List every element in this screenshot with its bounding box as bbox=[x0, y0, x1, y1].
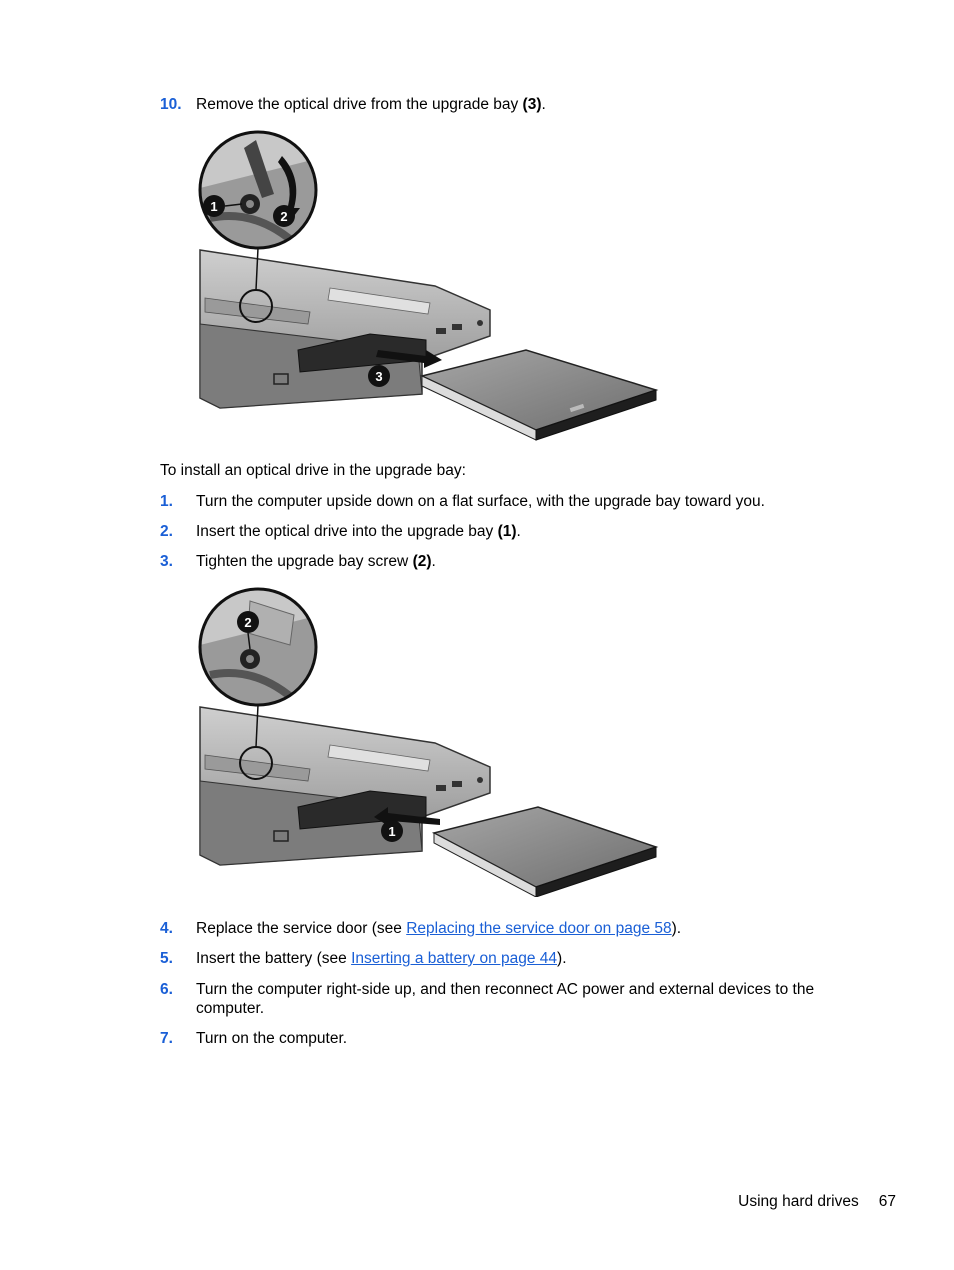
step-text: Turn the computer right-side up, and then reconnect AC power and external devices to the computer. bbox=[196, 981, 815, 1017]
figure-remove-optical-drive bbox=[190, 128, 665, 446]
footer-section-title: Using hard drives bbox=[738, 1193, 859, 1210]
step-number: 10. bbox=[160, 96, 182, 113]
page-number: 67 bbox=[878, 1193, 896, 1210]
step-text: Insert the battery (see Inserting a battery on page 44). bbox=[196, 950, 567, 967]
replacing-service-door-link[interactable]: Replacing the service door on page 58 bbox=[406, 920, 672, 937]
callout-3: 3 bbox=[375, 369, 383, 384]
step-number: 6. bbox=[160, 981, 173, 998]
step-number: 7. bbox=[160, 1030, 173, 1047]
step-number: 3. bbox=[160, 553, 173, 570]
step-text: Insert the optical drive into the upgrade bay (1). bbox=[196, 523, 521, 540]
install-intro: To install an optical drive in the upgrade bay: bbox=[160, 462, 466, 479]
figure-insert-optical-drive bbox=[190, 585, 665, 897]
step-number: 5. bbox=[160, 950, 173, 967]
inserting-battery-link[interactable]: Inserting a battery on page 44 bbox=[351, 950, 558, 967]
callout-2: 2 bbox=[280, 209, 288, 224]
step-number: 1. bbox=[160, 493, 173, 510]
step-number: 4. bbox=[160, 920, 173, 937]
step-text: Turn on the computer. bbox=[196, 1030, 348, 1047]
step-text: Remove the optical drive from the upgrade bay (3). bbox=[196, 96, 546, 113]
step-text: Tighten the upgrade bay screw (2). bbox=[196, 553, 436, 570]
step-text: Turn the computer upside down on a flat surface, with the upgrade bay toward you. bbox=[196, 493, 765, 510]
step-text: Replace the service door (see Replacing the service door on page 58). bbox=[196, 920, 682, 937]
page-footer bbox=[738, 1192, 896, 1211]
callout-2: 2 bbox=[244, 615, 252, 630]
callout-1: 1 bbox=[388, 824, 396, 839]
step-number: 2. bbox=[160, 523, 173, 540]
callout-1: 1 bbox=[210, 199, 218, 214]
